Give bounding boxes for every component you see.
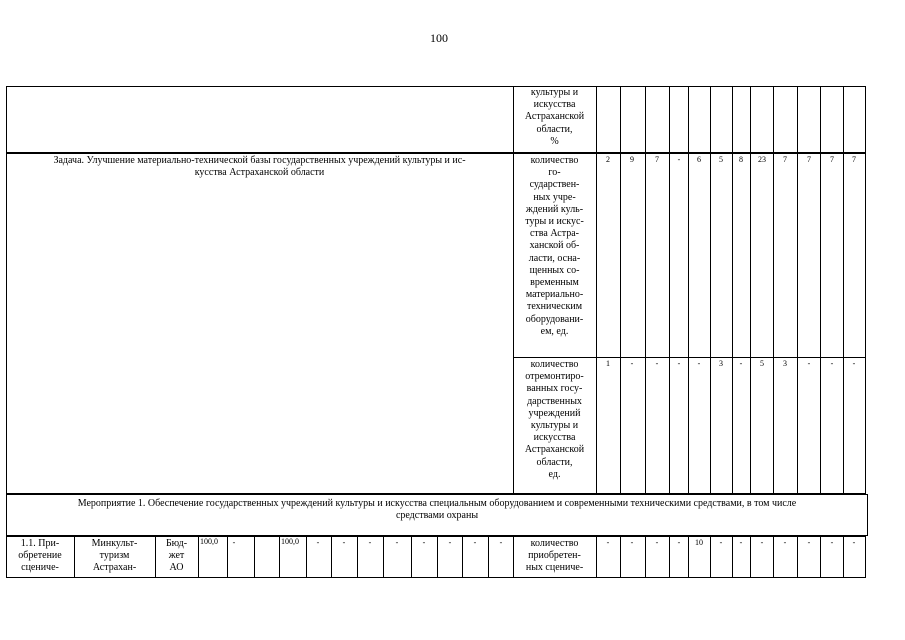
row-finance-value-6: - <box>422 538 426 547</box>
row-indicator-value-9: - <box>783 538 787 547</box>
row-finance-value-2: - <box>316 538 320 547</box>
task-section <box>6 153 866 494</box>
indicator2-value-2: - <box>630 359 634 368</box>
row-executor: Минкульт- туризм Астрахан- <box>91 538 138 574</box>
row-indicator-value-12: - <box>852 538 856 547</box>
indicator2-value-11: - <box>830 359 834 368</box>
indicator2-value-10: - <box>807 359 811 368</box>
indicator1-value-9: 7 <box>783 155 787 164</box>
indicator1-value-7: 8 <box>739 155 743 164</box>
indicator1-value-1: 2 <box>606 155 610 164</box>
indicator1-value-10: 7 <box>807 155 811 164</box>
row-indicator-value-1: - <box>606 538 610 547</box>
row-indicator-value-8: - <box>760 538 764 547</box>
indicator2-value-4: - <box>677 359 681 368</box>
row-funding-source: Бюд- жет АО <box>165 538 188 574</box>
row-finance-value-3: - <box>342 538 346 547</box>
row-indicator-value-6: - <box>719 538 723 547</box>
indicator2-value-1: 1 <box>606 359 610 368</box>
task-title-line2: кусства Астраханской области <box>194 167 325 178</box>
page-number: 100 <box>430 31 448 45</box>
indicator-text-continued: культуры и искусства Астраханской области, % <box>524 87 585 147</box>
indicator1-value-3: 7 <box>655 155 659 164</box>
indicator1-value-5: 6 <box>697 155 701 164</box>
indicator1-value-4: - <box>677 155 681 164</box>
indicator2-value-8: 5 <box>760 359 764 368</box>
row-indicator-value-10: - <box>807 538 811 547</box>
indicator2-value-3: - <box>655 359 659 368</box>
indicator2-value-5: - <box>697 359 701 368</box>
indicator2-value-12: - <box>852 359 856 368</box>
indicator-repaired-institutions: количество отремонтиро- ванных госу- дарственных учреждений культуры и искусства Астраханской области, ед. <box>524 359 585 480</box>
indicator2-value-6: 3 <box>719 359 723 368</box>
indicator1-value-11: 7 <box>830 155 834 164</box>
row-indicator-value-2: - <box>630 538 634 547</box>
event-title-line1: Мероприятие 1. Обеспечение государственных учреждений культуры и искусства специальным оборудованием и современными техническими средствами, в том числе <box>77 498 797 509</box>
indicator1-value-12: 7 <box>852 155 856 164</box>
continuation-row <box>6 86 866 153</box>
indicator1-value-8: 23 <box>758 155 766 164</box>
row-indicator-value-4: - <box>677 538 681 547</box>
row-finance-total: 100,0 <box>200 537 218 546</box>
row-indicator-text: количество приобретен- ных сцениче- <box>525 538 584 574</box>
row-indicator-value-5: 10 <box>695 538 703 547</box>
row-finance-value-10: - <box>232 538 236 547</box>
event-title-line2: средствами охраны <box>395 510 479 521</box>
indicator1-value-6: 5 <box>719 155 723 164</box>
row-finance-value-8: - <box>473 538 477 547</box>
row-finance-value-9: - <box>499 538 503 547</box>
indicator1-value-2: 9 <box>630 155 634 164</box>
indicator2-value-9: 3 <box>783 359 787 368</box>
row-finance-value-1: 100,0 <box>281 537 299 546</box>
task-title-line1: Задача. Улучшение материально-технической базы государственных учреждений культуры и ис- <box>53 155 466 166</box>
row-indicator-value-7: - <box>739 538 743 547</box>
row-indicator-value-3: - <box>655 538 659 547</box>
indicator-equipped-institutions: количество го- сударствен- ных учре- ждений куль- туры и искус- ства Астра- ханской об- ласти, осна- щенных со- временным материально- техническим оборудовани- ем, ед. <box>525 155 584 337</box>
row-finance-value-7: - <box>448 538 452 547</box>
indicator2-value-7: - <box>739 359 743 368</box>
row-finance-value-4: - <box>368 538 372 547</box>
row-name: 1.1. При- обретение сцениче- <box>18 538 62 574</box>
row-indicator-value-11: - <box>830 538 834 547</box>
row-finance-value-5: - <box>395 538 399 547</box>
